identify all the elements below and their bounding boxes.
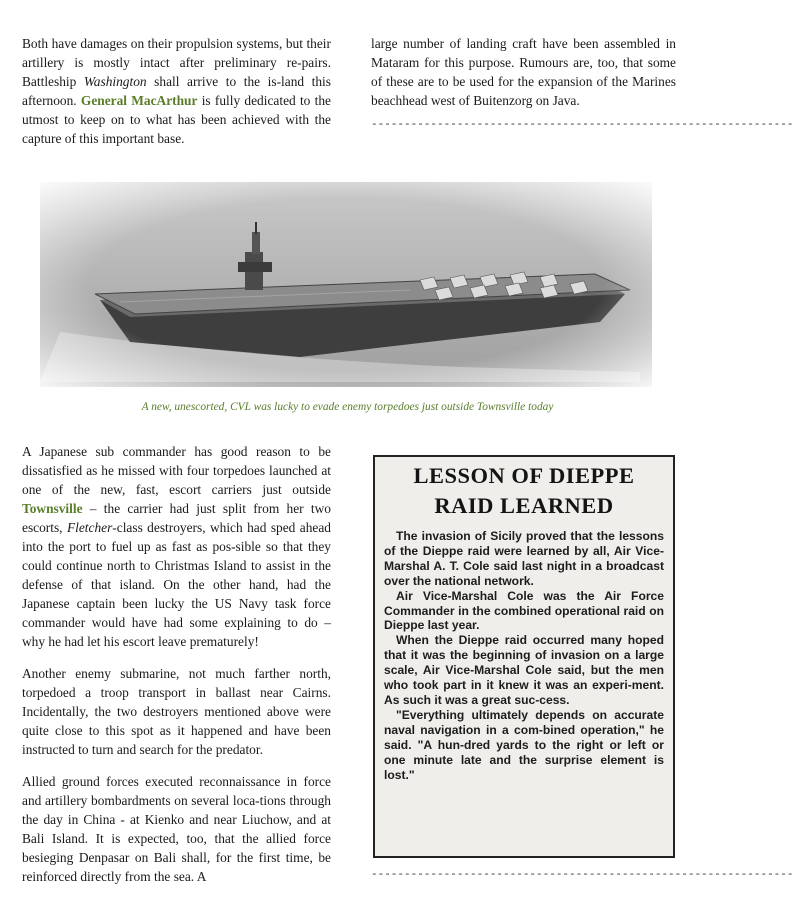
clipping-paragraph: Air Vice-Marshal Cole was the Air Force Commander in the combined operational raid on Dieppe last year. — [384, 588, 664, 633]
section-separator: ---------------------------------------------------------------- — [371, 119, 793, 131]
paragraph: A Japanese sub commander has good reason to be dissatisfied as he missed with four torpedoes launched at one of the new, fast, escort carriers just outside Townsville – the carrier had just split from her two escorts, Fletcher-class destroyers, which had sped ahead into the port to fuel up as fast as pos-sible so that they could continue north to Christmas Island to assist in the defense of that island. On the other hand, had the Japanese captain been lucky the US Navy task force commander would have had some explaining to do – why he had let his escort leave prematurely! — [22, 444, 331, 649]
paragraph: Allied ground forces executed reconnaissance in force and artillery bombardments on several loca-tions through the day in China - at Kienko and near Liuchow, and at Bali Island. It is expected, too, that the allied force besieging Denpasar on Bali shall, for the first time, be reinforced directly from the sea. A — [22, 774, 331, 884]
newspaper-clipping — [373, 455, 675, 858]
link-general-macarthur[interactable]: General MacArthur — [80, 93, 198, 108]
ship-class-name: Fletcher — [66, 520, 113, 535]
clipping-paragraph: The invasion of Sicily proved that the lessons of the Dieppe raid were learned by all, Air Vice-Marshal A. T. Cole said last night in a broadcast over the national network. — [384, 529, 664, 588]
ship-name: Washington — [83, 74, 147, 89]
clipping-headline: LESSON OF DIEPPE RAID LEARNED — [413, 463, 635, 518]
link-townsville[interactable]: Townsville — [22, 501, 83, 516]
clipping-paragraph: When the Dieppe raid occurred many hoped that it was the beginning of invasion on a large scale, Air Vice-Marshal Cole said, but the men who took part in it knew it was an experi-ment. As such it was a great suc-cess. — [384, 633, 664, 707]
paragraph: Another enemy submarine, not much farther north, torpedoed a troop transport in ballast near Cairns. Incidentally, the two destroyers mentioned above were quite close to this spot as it happened and have been instructed to turn and search for the predator. — [22, 666, 331, 757]
paragraph: Both have damages on their propulsion systems, but their artillery is mostly intact after preliminary re-pairs. Battleship Washington shall arrive to the is-land this afternoon. General MacArthur is fully dedicated to the utmost to keep on to what has been achieved with the capture of this important base. — [22, 36, 331, 146]
clipping-paragraph: "Everything ultimately depends on accurate naval navigation in a com-bined operation," he said. "A hun-dred yards to the right or left or one minute late and the surprise element is lost." — [384, 707, 664, 782]
article-column-top-right — [371, 34, 793, 135]
aircraft-carrier-image — [40, 182, 652, 387]
clipping-body — [375, 529, 673, 782]
paragraph: large number of landing craft have been assembled in Mataram for this purpose. Rumours are, too, that some of these are to be used for the expansion of the Marines beachhead west of Buitenzorg on Java. — [371, 36, 676, 108]
article-column-top-left — [22, 34, 331, 161]
carrier-photo — [40, 182, 652, 387]
photo-caption: A new, unescorted, CVL was lucky to evade enemy torpedoes just outside Townsville today — [141, 401, 554, 413]
article-column-bottom-left — [22, 442, 331, 899]
section-separator: ---------------------------------------------------------------- — [371, 869, 793, 881]
